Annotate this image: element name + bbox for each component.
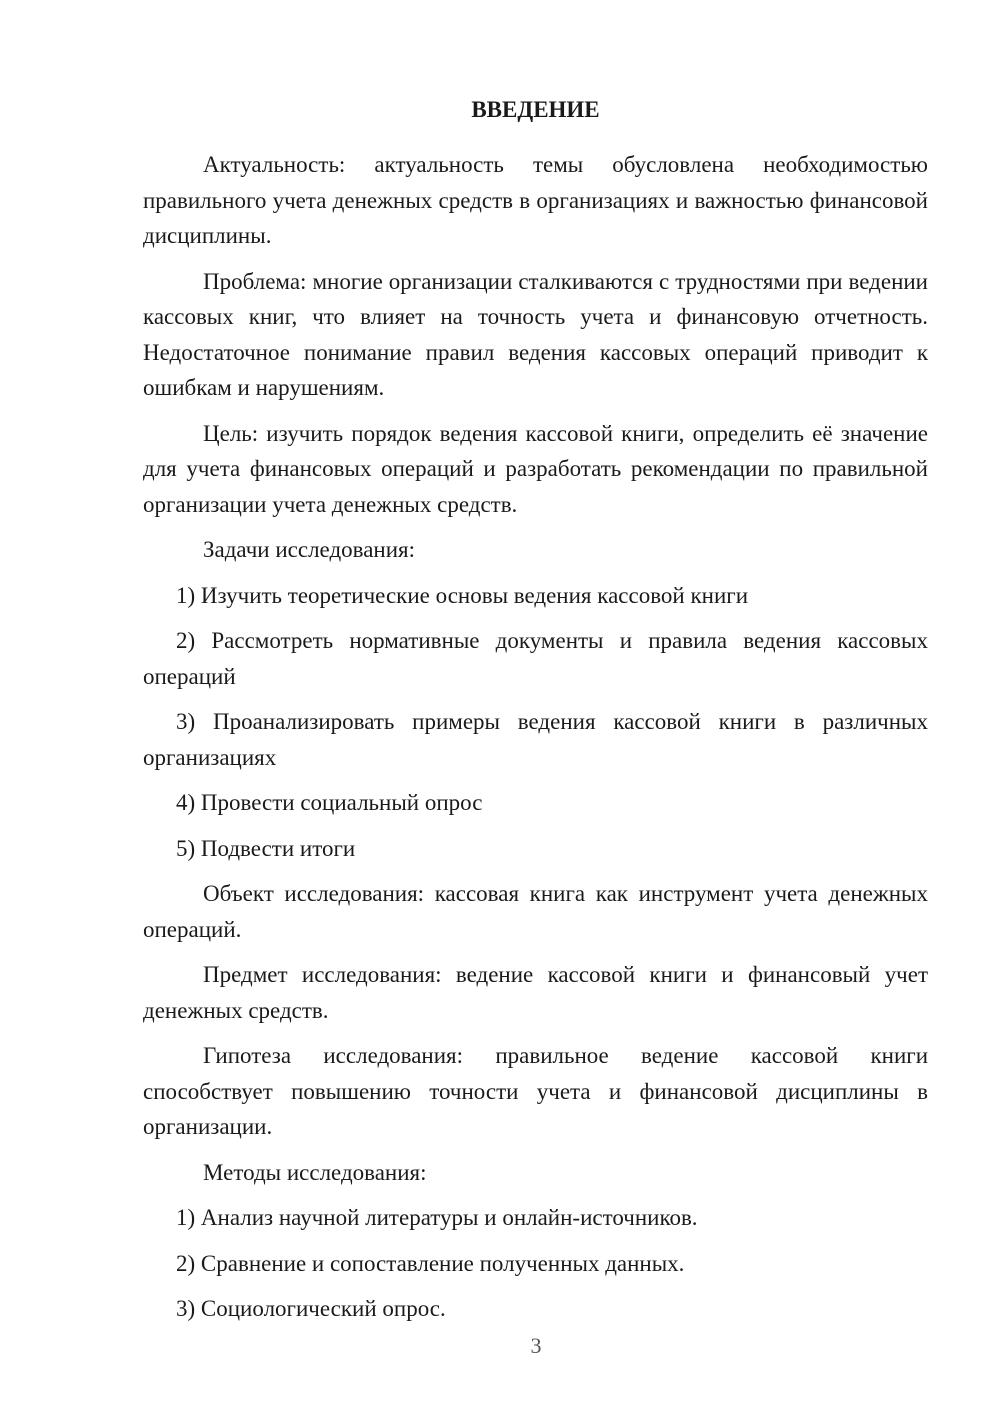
subject-paragraph: Предмет исследования: ведение кассовой книги и финансовый учет денежных средств.: [143, 962, 928, 1023]
document-page: [143, 92, 928, 1337]
method-item: 1) Анализ научной литературы и онлайн-источников.: [176, 1205, 698, 1230]
page-number: 3: [530, 1333, 542, 1358]
method-item: 2) Сравнение и сопоставление полученных данных.: [176, 1250, 685, 1276]
task-item: 2) Рассмотреть нормативные документы и правила ведения кассовых операций: [143, 628, 928, 689]
task-item: 4) Провести социальный опрос: [176, 790, 483, 815]
methods-heading: Методы исследования:: [203, 1159, 427, 1185]
method-item: 3) Социологический опрос.: [176, 1296, 446, 1321]
section-title: ВВЕДЕНИЕ: [471, 97, 600, 122]
task-item: 5) Подвести итоги: [176, 835, 356, 861]
task-item: 1) Изучить теоретические основы ведения кассовой книги: [176, 582, 749, 608]
goal-paragraph: Цель: изучить порядок ведения кассовой книги, определить её значение для учета финансовых операций и разработать рекомендации по правильной организации учета денежных средств.: [143, 420, 928, 517]
relevance-paragraph: Актуальность: актуальность темы обусловлена необходимостью правильного учета денежных средств в организациях и важностью финансовой дисциплины.: [143, 152, 928, 248]
tasks-heading: Задачи исследования:: [203, 537, 416, 562]
object-paragraph: Объект исследования: кассовая книга как инструмент учета денежных операций.: [143, 881, 928, 942]
problem-paragraph: Проблема: многие организации сталкиваются с трудностями при ведении кассовых книг, что влияет на точность учета и финансовую отчетность. Недостаточное понимание правил ведения кассовых операций приводит к ошибкам и нарушениям.: [143, 268, 928, 400]
hypothesis-paragraph: Гипотеза исследования: правильное ведение кассовой книги способствует повышению точности учета и финансовой дисциплины в организации.: [143, 1043, 928, 1139]
task-item: 3) Проанализировать примеры ведения кассовой книги в различных организациях: [143, 709, 928, 770]
